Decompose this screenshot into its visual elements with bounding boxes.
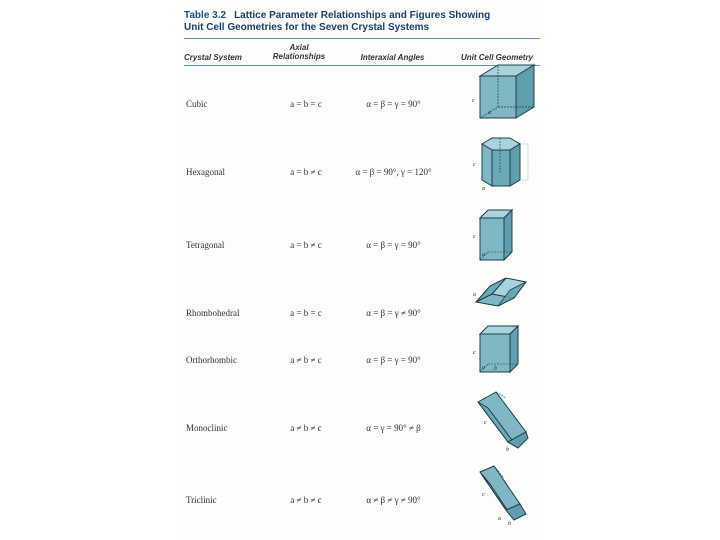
figure-label-b: b	[508, 521, 511, 526]
row-angles: α = β = γ = 90°	[366, 240, 421, 250]
row-system: Orthorhombic	[186, 355, 237, 365]
figure-label-c: c	[484, 420, 487, 426]
row-angles: α = γ = 90° ≠ β	[366, 423, 421, 433]
header-axial-line1: Axial	[289, 43, 309, 52]
row-angles: α = β = γ = 90°	[366, 355, 421, 365]
table-title-line1: Lattice Parameter Relationships and Figures Showing	[234, 10, 491, 21]
figure-label-a: a	[473, 292, 476, 298]
figure-label-c: c	[473, 162, 476, 168]
header-axial	[264, 43, 334, 61]
row-system: Tetragonal	[186, 240, 225, 250]
row-axial: a = b = c	[290, 308, 322, 318]
figure-label-c: c	[473, 350, 476, 356]
triclinic-cell-figure	[470, 462, 536, 526]
row-axial: a ≠ b ≠ c	[290, 495, 322, 505]
row-axial: a ≠ b ≠ c	[290, 355, 322, 365]
figure-label-b: b	[494, 366, 497, 372]
row-axial: a = b = c	[290, 99, 322, 109]
orthorhombic-cell-figure	[470, 322, 532, 378]
row-angles: α ≠ β ≠ γ ≠ 90°	[366, 495, 421, 505]
row-axial: a = b ≠ c	[290, 240, 322, 250]
row-axial: a ≠ b ≠ c	[290, 423, 322, 433]
row-angles: α = β = γ = 90°	[366, 99, 421, 109]
row-system: Rhombohedral	[186, 308, 240, 318]
table-caption	[184, 10, 534, 34]
monoclinic-cell-figure	[470, 388, 536, 452]
row-system: Cubic	[186, 99, 208, 109]
header-rule-top	[184, 38, 540, 39]
row-axial: a = b ≠ c	[290, 167, 322, 177]
header-interaxial: Interaxial Angles	[360, 53, 425, 62]
figure-label-c: c	[473, 234, 476, 240]
hexagonal-cell-figure	[470, 134, 540, 192]
figure-label-c: c	[482, 492, 485, 498]
figure-label-c: c	[472, 98, 475, 104]
figure-label-b: b	[506, 447, 509, 452]
figure-label-a: a	[488, 110, 491, 116]
header-geometry: Unit Cell Geometry	[460, 53, 533, 62]
figure-label-a: a	[498, 516, 501, 522]
header-crystal-system: Crystal System	[184, 53, 242, 62]
row-system: Hexagonal	[186, 167, 225, 177]
cubic-cell-figure	[470, 62, 540, 124]
figure-label-a: a	[482, 186, 485, 192]
header-axial-line2: Relationships	[272, 52, 326, 61]
row-system: Monoclinic	[186, 423, 228, 433]
figure-label-a: a	[482, 252, 485, 258]
table-title-line2: Unit Cell Geometries for the Seven Crystal Systems	[184, 22, 430, 33]
figure-label-a: a	[482, 365, 485, 371]
row-system: Triclinic	[186, 495, 217, 505]
tetragonal-cell-figure	[470, 206, 530, 264]
row-angles: α = β = 90°, γ = 120°	[355, 167, 432, 177]
rhombohedral-cell-figure	[470, 274, 532, 314]
table-label: Table 3.2	[184, 10, 227, 21]
row-angles: α = β = γ ≠ 90°	[366, 308, 421, 318]
